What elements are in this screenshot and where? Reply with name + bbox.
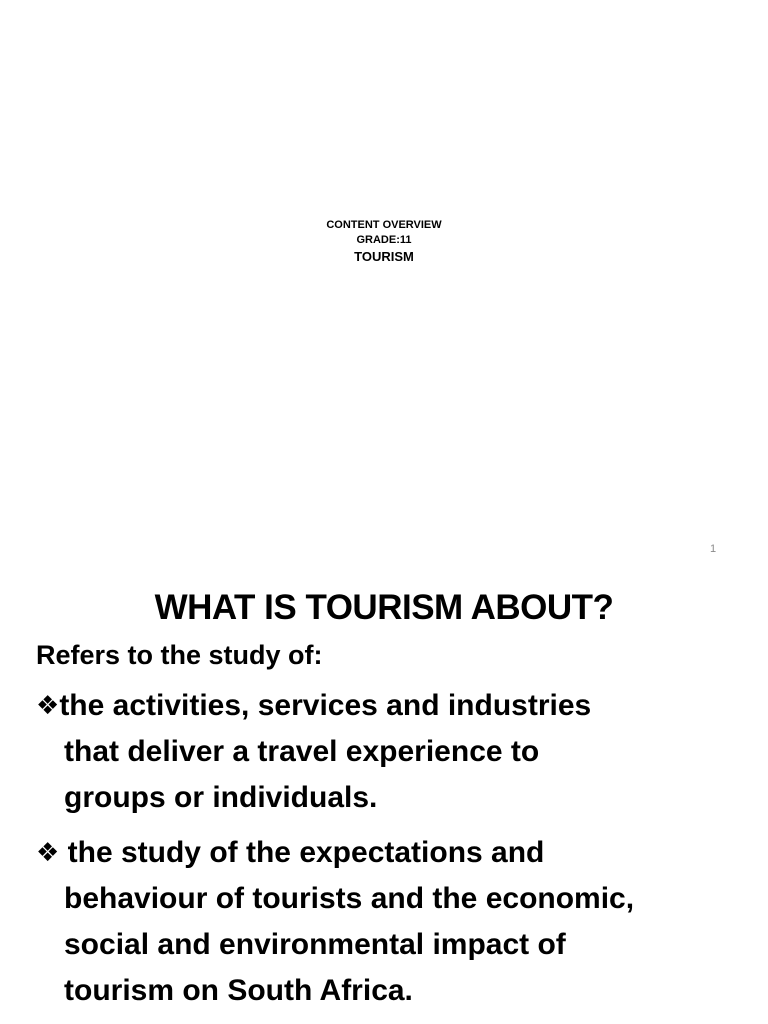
bullet-line: that deliver a travel experience to (64, 735, 540, 768)
bullet-text: the activities, services and industries (59, 689, 592, 722)
bullet-item (36, 830, 736, 1014)
bullet-line: social and environmental impact of (64, 928, 566, 961)
bullet-text: the study of the expectations and (59, 836, 545, 869)
bullet-line: groups or individuals. (64, 781, 378, 814)
bullet-line: behaviour of tourists and the economic, (64, 882, 635, 915)
slide-title: WHAT IS TOURISM ABOUT? (154, 588, 614, 627)
content-slide (0, 568, 768, 1024)
bullet-line (36, 683, 736, 729)
cover-heading (0, 218, 768, 265)
diamond-bullet-icon: ❖ (36, 691, 60, 721)
cover-subject: TOURISM (354, 249, 414, 264)
bullet-item (36, 683, 736, 821)
bullet-line: tourism on South Africa. (64, 974, 413, 1007)
page-number: 1 (710, 543, 717, 555)
bullet-line (36, 830, 736, 876)
cover-grade: GRADE:11 (356, 234, 412, 246)
diamond-bullet-icon: ❖ (36, 838, 60, 868)
cover-subtitle: CONTENT OVERVIEW (326, 219, 442, 231)
intro-text: Refers to the study of: (36, 640, 323, 670)
